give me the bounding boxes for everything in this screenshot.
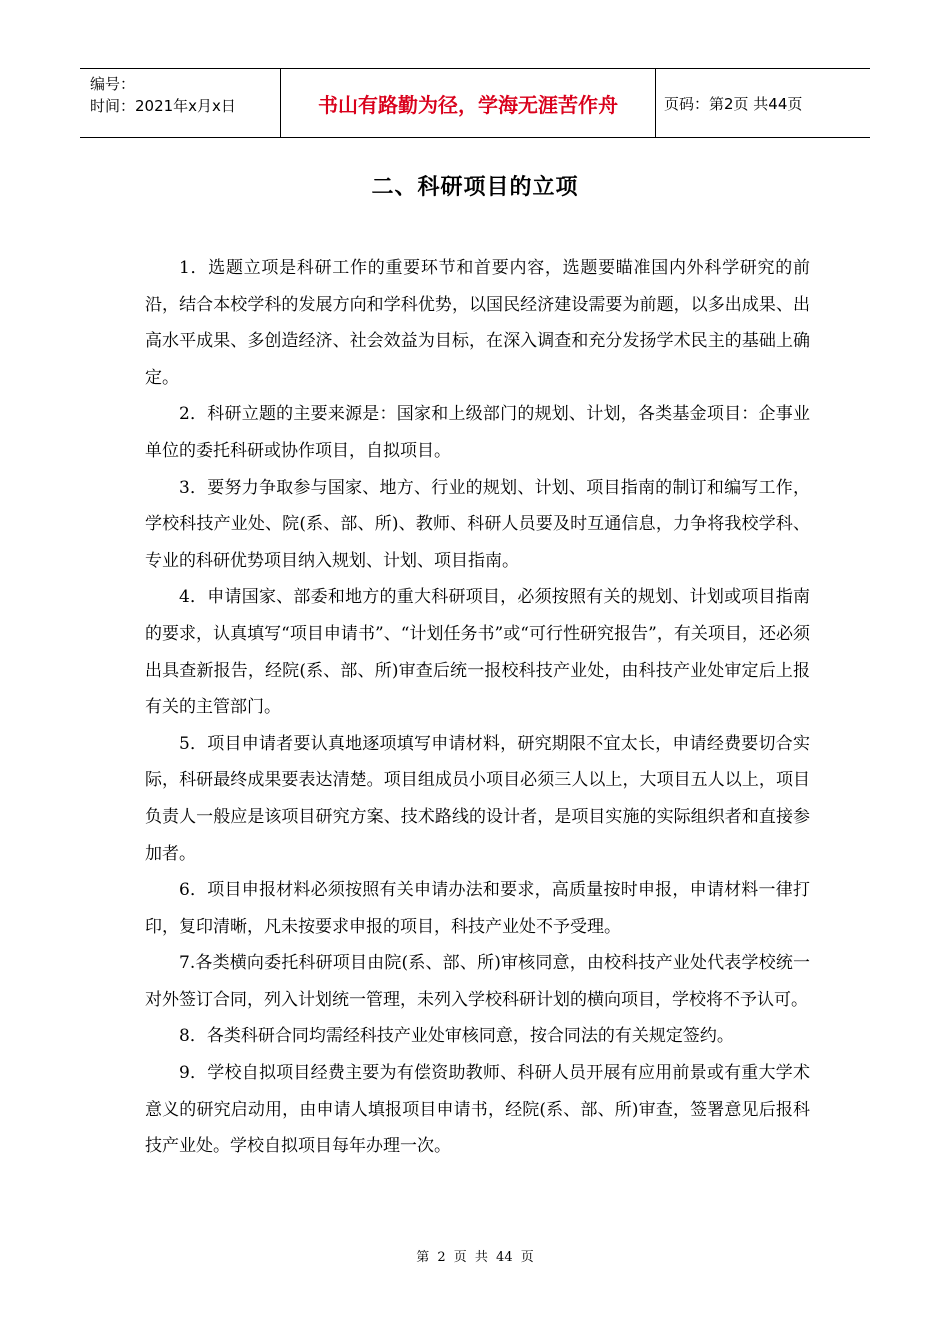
paragraph-1: 1．选题立项是科研工作的重要环节和首要内容，选题要瞄准国内外科学研究的前沿，结合本校学科的发展方向和学科优势，以国民经济建设需要为前题，以多出成果、出高水平成果、多创造经济、社会效益为目标，在深入调查和充分发扬学术民主的基础上确定。 [145, 258, 810, 388]
paragraph-7: 7.各类横向委托科研项目由院(系、部、所)审核同意，由校科技产业处代表学校统一对外签订合同，列入计划统一管理，未列入学校科研计划的横向项目，学校将不予认可。 [145, 953, 810, 1010]
document-body [145, 250, 810, 1165]
page-footer: 第 2 页 共 44 页 [416, 1250, 534, 1265]
date-label: 时间：2021年x月x日 [90, 97, 236, 115]
paragraph-4: 4．申请国家、部委和地方的重大科研项目，必须按照有关的规划、计划或项目指南的要求，认真填写“项目申请书”、“计划任务书”或“可行性研究报告”，有关项目，还必须出具查新报告，经院(系、部、所)审查后统一报校科技产业处，由科技产业处审定后上报有关的主管部门。 [145, 587, 810, 718]
paragraph-2: 2．科研立题的主要来源是：国家和上级部门的规划、计划，各类基金项目：企事业单位的委托科研或协作项目，自拟项目。 [145, 404, 810, 461]
paragraph-6: 6．项目申报材料必须按照有关申请办法和要求，高质量按时申报，申请材料一律打印，复印清晰，凡未按要求申报的项目，科技产业处不予受理。 [145, 880, 810, 937]
paragraph-5: 5．项目申请者要认真地逐项填写申请材料，研究期限不宜太长，申请经费要切合实际，科研最终成果要表达清楚。项目组成员小项目必须三人以上，大项目五人以上，项目负责人一般应是该项目研究方案、技术路线的设计者，是项目实施的实际组织者和直接参加者。 [145, 733, 810, 864]
paragraph-9: 9．学校自拟项目经费主要为有偿资助教师、科研人员开展有应用前景或有重大学术意义的研究启动用，由申请人填报项目申请书，经院(系、部、所)审查，签署意见后报科技产业处。学校自拟项目每年办理一次。 [145, 1063, 810, 1157]
motto: 书山有路勤为径，学海无涯苦作舟 [281, 69, 656, 137]
page-info: 页码：第2页 共44页 [664, 94, 803, 113]
paragraph-8: 8．各类科研合同均需经科技产业处审核同意，按合同法的有关规定签约。 [179, 1026, 734, 1047]
header-meta [80, 69, 281, 137]
number-label: 编号： [90, 75, 136, 93]
section-title: 二、科研项目的立项 [371, 175, 579, 200]
paragraph-3: 3．要努力争取参与国家、地方、行业的规划、计划、项目指南的制订和编写工作，学校科技产业处、院(系、部、所)、教师、科研人员要及时互通信息，力争将我校学科、专业的科研优势项目纳入规划、计划、项目指南。 [145, 477, 810, 571]
page-header [80, 68, 870, 138]
